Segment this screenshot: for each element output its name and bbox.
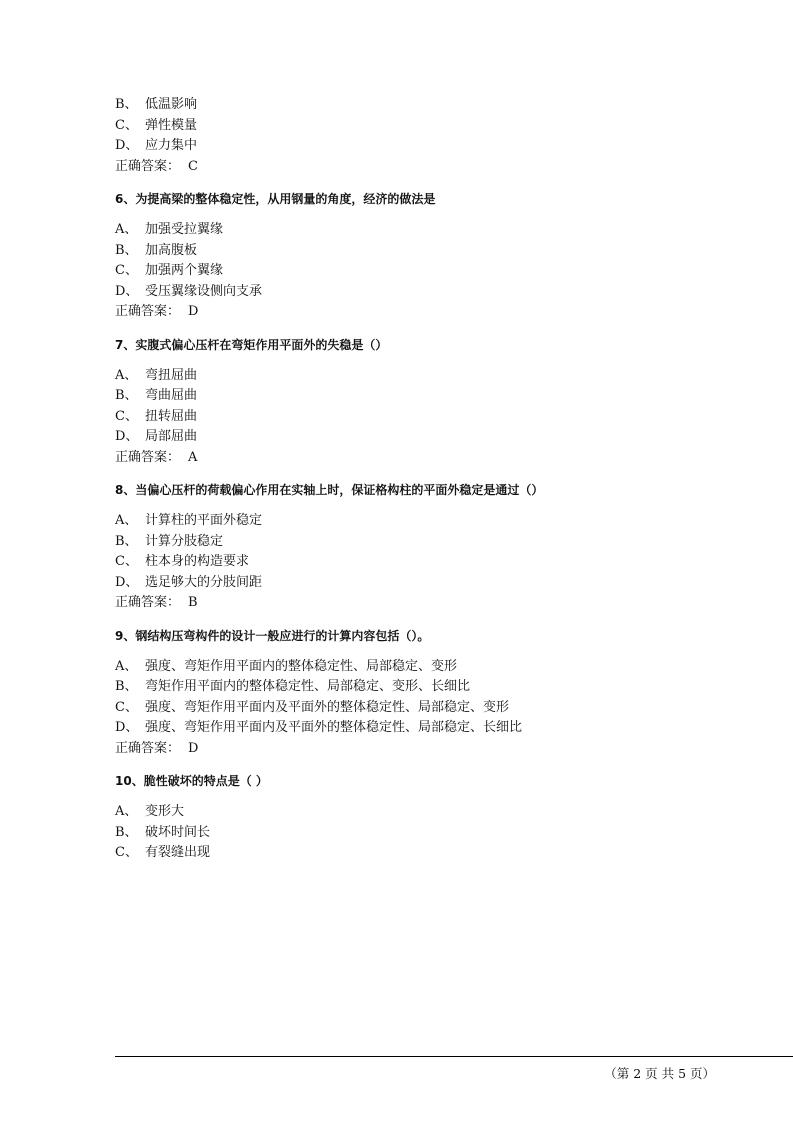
option-b: B、 加高腹板 xyxy=(115,242,198,258)
option-b: B、 弯曲屈曲 xyxy=(115,388,198,403)
page-number: （第 2 页 共 5 页） xyxy=(604,1066,715,1081)
option-b: B、 计算分肢稳定 xyxy=(115,533,224,549)
option-d: D、 应力集中 xyxy=(115,138,198,153)
question-title: 9、钢结构压弯构件的设计一般应进行的计算内容包括（）。 xyxy=(115,628,430,643)
option-d: D、 受压翼缘设侧向支承 xyxy=(115,283,263,299)
footer-divider xyxy=(115,1056,793,1057)
question-9 xyxy=(115,626,775,760)
question-8 xyxy=(115,480,775,614)
question-10 xyxy=(115,771,775,864)
option-d: D、 强度、弯矩作用平面内及平面外的整体稳定性、局部稳定、长细比 xyxy=(115,720,523,735)
option-b: B、 弯矩作用平面内的整体稳定性、局部稳定、变形、长细比 xyxy=(115,679,471,694)
page-content xyxy=(115,95,775,864)
question-title: 7、实腹式偏心压杆在弯矩作用平面外的失稳是（） xyxy=(115,337,388,352)
question-5-tail xyxy=(115,95,775,177)
question-7 xyxy=(115,335,775,469)
answer-line: 正确答案： D xyxy=(115,304,199,319)
question-title: 10、脆性破坏的特点是（ ） xyxy=(115,774,268,788)
option-b: B、 破坏时间长 xyxy=(115,824,211,840)
option-c: C、 有裂缝出现 xyxy=(115,845,211,860)
option-c: C、 柱本身的构造要求 xyxy=(115,554,250,569)
answer-line: 正确答案： C xyxy=(115,158,198,174)
option-b: B、 低温影响 xyxy=(115,97,198,112)
answer-line: 正确答案： A xyxy=(115,449,198,465)
option-a: A、 弯扭屈曲 xyxy=(115,367,198,383)
option-a: A、 加强受拉翼缘 xyxy=(115,222,224,237)
option-d: D、 局部屈曲 xyxy=(115,429,198,444)
option-a: A、 变形大 xyxy=(115,804,185,819)
question-6 xyxy=(115,189,775,323)
option-d: D、 选足够大的分肢间距 xyxy=(115,574,263,590)
question-title: 6、为提高梁的整体稳定性，从用钢量的角度，经济的做法是 xyxy=(115,192,436,206)
question-title: 8、当偏心压杆的荷载偏心作用在实轴上时，保证格构柱的平面外稳定是通过（） xyxy=(115,483,544,497)
option-c: C、 弹性模量 xyxy=(115,117,198,133)
answer-line: 正确答案： B xyxy=(115,595,198,610)
option-a: A、 计算柱的平面外稳定 xyxy=(115,513,263,528)
option-c: C、 加强两个翼缘 xyxy=(115,263,224,278)
option-a: A、 强度、弯矩作用平面内的整体稳定性、局部稳定、变形 xyxy=(115,658,458,674)
answer-line: 正确答案： D xyxy=(115,740,199,756)
option-c: C、 扭转屈曲 xyxy=(115,408,198,424)
option-c: C、 强度、弯矩作用平面内及平面外的整体稳定性、局部稳定、变形 xyxy=(115,699,510,715)
